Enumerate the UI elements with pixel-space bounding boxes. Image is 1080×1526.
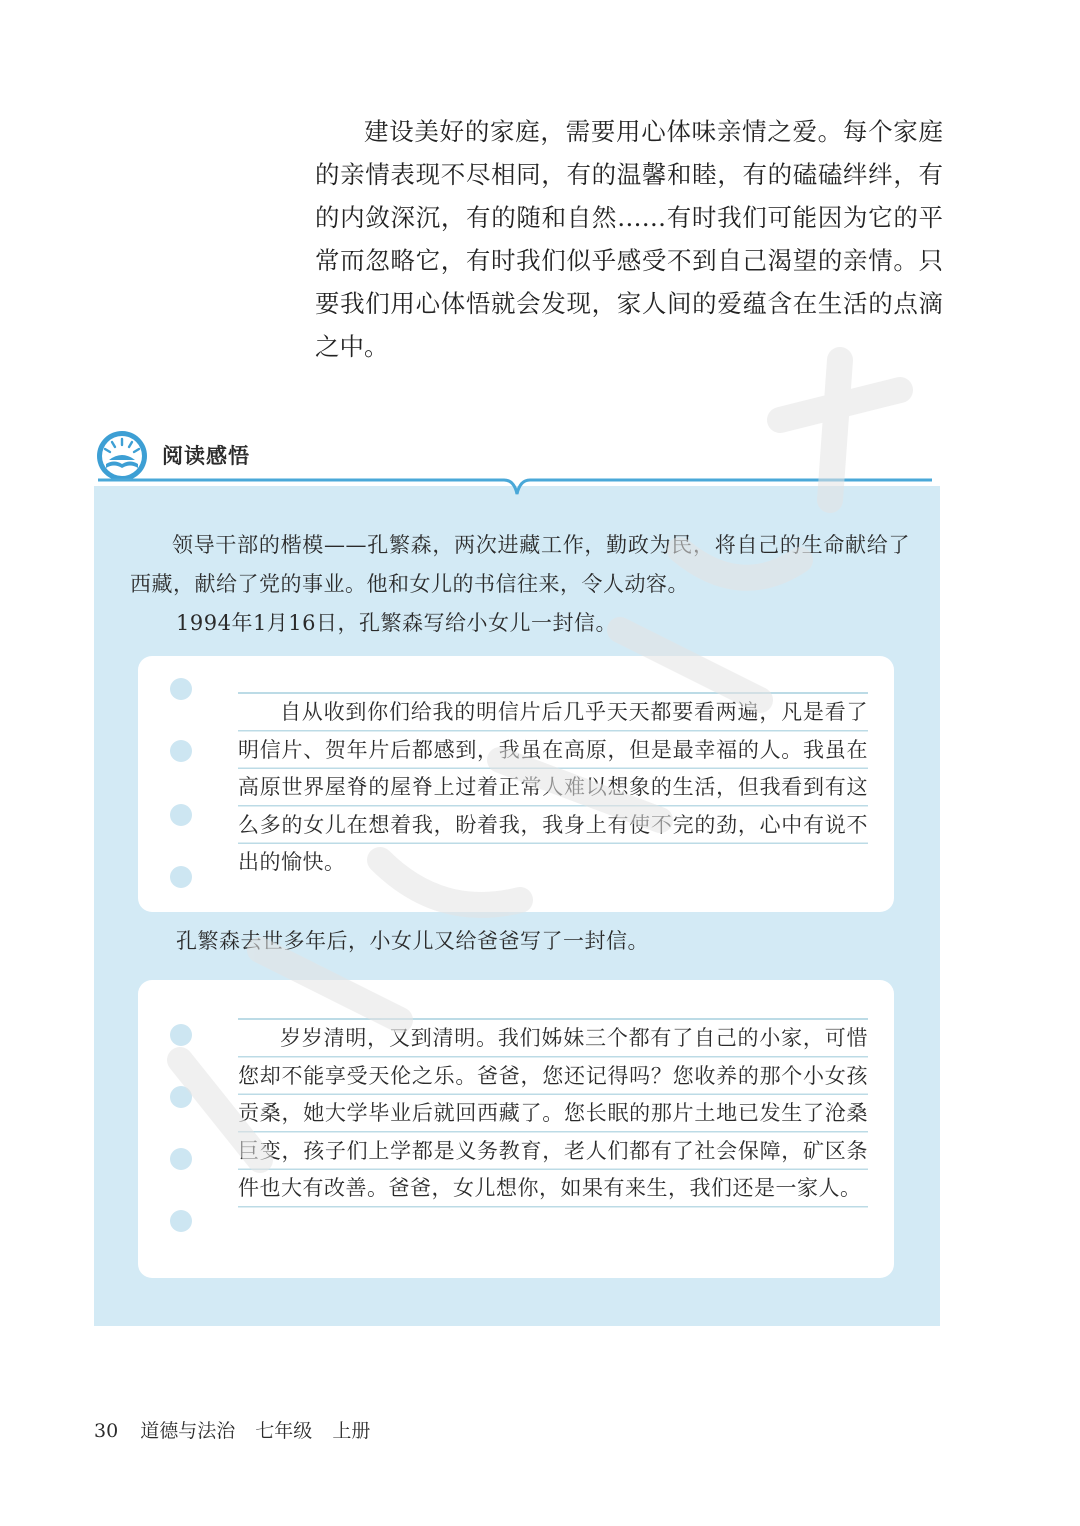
binder-hole <box>170 1210 192 1232</box>
binder-hole <box>170 678 192 700</box>
binder-hole <box>170 740 192 762</box>
grade-label: 七年级 <box>255 1420 313 1442</box>
volume-label: 上册 <box>332 1420 371 1442</box>
binder-hole <box>170 1024 192 1046</box>
binder-hole <box>170 866 192 888</box>
letter1-caption: 1994年1月16日，孔繁森写给小女儿一封信。 <box>176 611 618 635</box>
binder-hole <box>170 1086 192 1108</box>
letter2-caption: 孔繁森去世多年后，小女儿又给爸爸写了一封信。 <box>176 929 649 953</box>
letter2-text: 岁岁清明，又到清明。我们姊妹三个都有了自己的小家，可惜您却不能享受天伦之乐。爸爸，您还记得吗？您收养的那个小女孩贡桑，她大学毕业后就回西藏了。您长眠的那片土地已发生了沧桑巨变，孩子们上学都是义务教育，老人们都有了社会保障，矿区条件也大有改善。爸爸，女儿想你，如果有来生，我们还是一家人。 <box>238 1020 868 1242</box>
intro-paragraph: 建设美好的家庭，需要用心体味亲情之爱。每个家庭的亲情表现不尽相同，有的温馨和睦，有的磕磕绊绊，有的内敛深沉，有的随和自然……有时我们可能因为它的平常而忽略它，有时我们似乎感受不到自己渴望的亲情。只要我们用心体悟就会发现，家人间的爱蕴含在生活的点滴之中。 <box>315 117 943 361</box>
letter1-text: 自从收到你们给我的明信片后几乎天天都要看两遍，凡是看了明信片、贺年片后都感到，我虽在高原，但是最幸福的人。我虽在高原世界屋脊的屋脊上过着正常人难以想象的生活，但我看到有这么多的女儿在想着我，盼着我，我身上有使不完的劲，心中有说不出的愉快。 <box>238 694 868 880</box>
binder-hole <box>170 804 192 826</box>
section-divider <box>94 474 940 514</box>
binder-hole <box>170 1148 192 1170</box>
reading-intro: 领导干部的楷模——孔繁森，两次进藏工作，勤政为民，将自己的生命献给了西藏，献给了党的事业。他和女儿的书信往来，令人动容。 <box>130 533 910 596</box>
page-footer <box>94 1416 370 1443</box>
page-number: 30 <box>94 1420 119 1442</box>
section-title: 阅读感悟 <box>162 444 250 468</box>
book-title: 道德与法治 <box>140 1420 236 1442</box>
